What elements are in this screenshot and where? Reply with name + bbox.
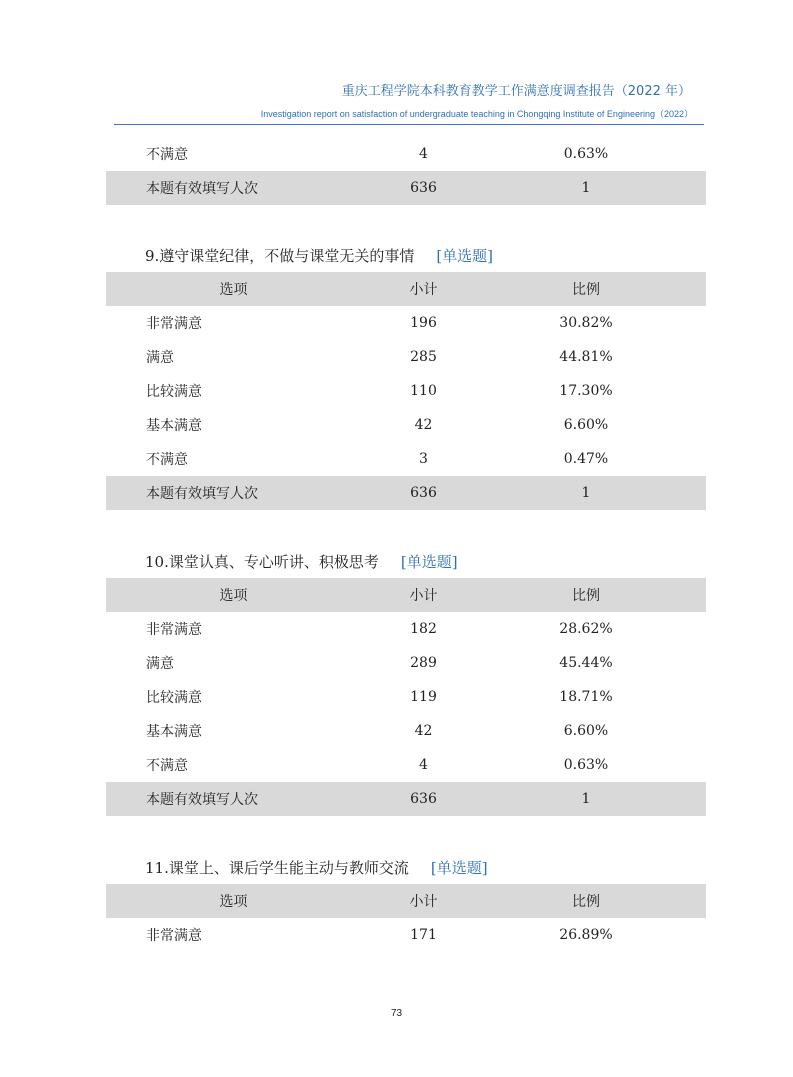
- table-total-row: [106, 782, 706, 816]
- table-row: [106, 306, 706, 340]
- row-ratio: 28.62%: [559, 621, 613, 637]
- row-label: 基本满意: [146, 418, 202, 434]
- row-ratio: 6.60%: [563, 417, 609, 433]
- header-title-en: Investigation report on satisfaction of undergraduate teaching in Chongqing Institute of Engineering（2022）: [260, 109, 693, 119]
- row-count: 636: [410, 180, 437, 196]
- question-text: 9.遵守课堂纪律，不做与课堂无关的事情: [145, 247, 415, 265]
- table-total-row: [106, 171, 706, 205]
- row-count: 4: [419, 146, 428, 162]
- row-ratio: 1: [581, 180, 591, 196]
- table-row: [106, 137, 706, 171]
- page-number: 73: [390, 1008, 403, 1019]
- question-type: [单选题]: [436, 247, 494, 265]
- q8-table-tail: [106, 137, 706, 205]
- header-option: 选项: [219, 282, 248, 298]
- row-count: 4: [419, 757, 428, 773]
- question-11-title: [145, 857, 488, 878]
- row-label: 非常满意: [146, 622, 202, 638]
- row-label: 不满意: [146, 758, 188, 774]
- header-count: 小计: [409, 894, 438, 910]
- header-ratio: 比例: [572, 894, 600, 910]
- table-row: [106, 748, 706, 782]
- row-ratio: 18.71%: [559, 689, 613, 705]
- table-row: [106, 680, 706, 714]
- table-row: [106, 408, 706, 442]
- question-10-title: [145, 551, 458, 572]
- row-label: 基本满意: [146, 724, 202, 740]
- q11-table: [106, 884, 706, 952]
- question-text: 11.课堂上、课后学生能主动与教师交流: [145, 859, 409, 877]
- row-label: 本题有效填写人次: [146, 792, 258, 808]
- header-divider: [114, 124, 704, 125]
- row-label: 非常满意: [146, 928, 202, 944]
- table-row: [106, 918, 706, 952]
- q10-table: [106, 578, 706, 816]
- row-count: 636: [410, 485, 437, 501]
- header-ratio: 比例: [572, 588, 600, 604]
- row-label: 本题有效填写人次: [146, 486, 258, 502]
- row-label: 本题有效填写人次: [146, 181, 258, 197]
- row-label: 非常满意: [146, 316, 202, 332]
- header-title-cn: 重庆工程学院本科教育教学工作满意度调查报告（2022 年）: [341, 84, 691, 99]
- table-row: [106, 612, 706, 646]
- table-row: [106, 714, 706, 748]
- row-count: 171: [410, 927, 437, 943]
- q9-table: [106, 272, 706, 510]
- header-ratio: 比例: [572, 282, 600, 298]
- row-count: 182: [410, 621, 437, 637]
- table-row: [106, 646, 706, 680]
- row-count: 289: [410, 655, 437, 671]
- row-ratio: 0.47%: [563, 451, 609, 467]
- row-ratio: 30.82%: [559, 315, 613, 331]
- row-count: 636: [410, 791, 437, 807]
- row-count: 196: [410, 315, 437, 331]
- table-total-row: [106, 476, 706, 510]
- row-count: 285: [410, 349, 437, 365]
- row-ratio: 6.60%: [563, 723, 609, 739]
- row-ratio: 0.63%: [563, 757, 609, 773]
- table-row: [106, 340, 706, 374]
- header-option: 选项: [219, 894, 248, 910]
- table-header-row: [106, 272, 706, 306]
- row-ratio: 44.81%: [559, 349, 613, 365]
- row-label: 不满意: [146, 452, 188, 468]
- row-count: 110: [410, 383, 437, 399]
- row-ratio: 1: [581, 791, 591, 807]
- row-count: 119: [410, 689, 437, 705]
- row-ratio: 17.30%: [559, 383, 613, 399]
- row-label: 比较满意: [146, 384, 202, 400]
- table-row: [106, 442, 706, 476]
- row-ratio: 1: [581, 485, 591, 501]
- row-count: 42: [414, 723, 433, 739]
- row-label: 比较满意: [146, 690, 202, 706]
- row-label: 满意: [146, 656, 174, 672]
- row-ratio: 45.44%: [559, 655, 613, 671]
- row-label: 不满意: [146, 147, 188, 163]
- table-header-row: [106, 578, 706, 612]
- question-text: 10.课堂认真、专心听讲、积极思考: [145, 553, 379, 571]
- row-count: 3: [419, 451, 428, 467]
- question-9-title: [145, 245, 493, 266]
- question-type: [单选题]: [430, 859, 488, 877]
- header-count: 小计: [409, 588, 438, 604]
- table-header-row: [106, 884, 706, 918]
- row-label: 满意: [146, 350, 174, 366]
- table-row: [106, 374, 706, 408]
- row-ratio: 26.89%: [559, 927, 613, 943]
- row-count: 42: [414, 417, 433, 433]
- header-option: 选项: [219, 588, 248, 604]
- question-type: [单选题]: [400, 553, 458, 571]
- header-count: 小计: [409, 282, 438, 298]
- row-ratio: 0.63%: [563, 146, 609, 162]
